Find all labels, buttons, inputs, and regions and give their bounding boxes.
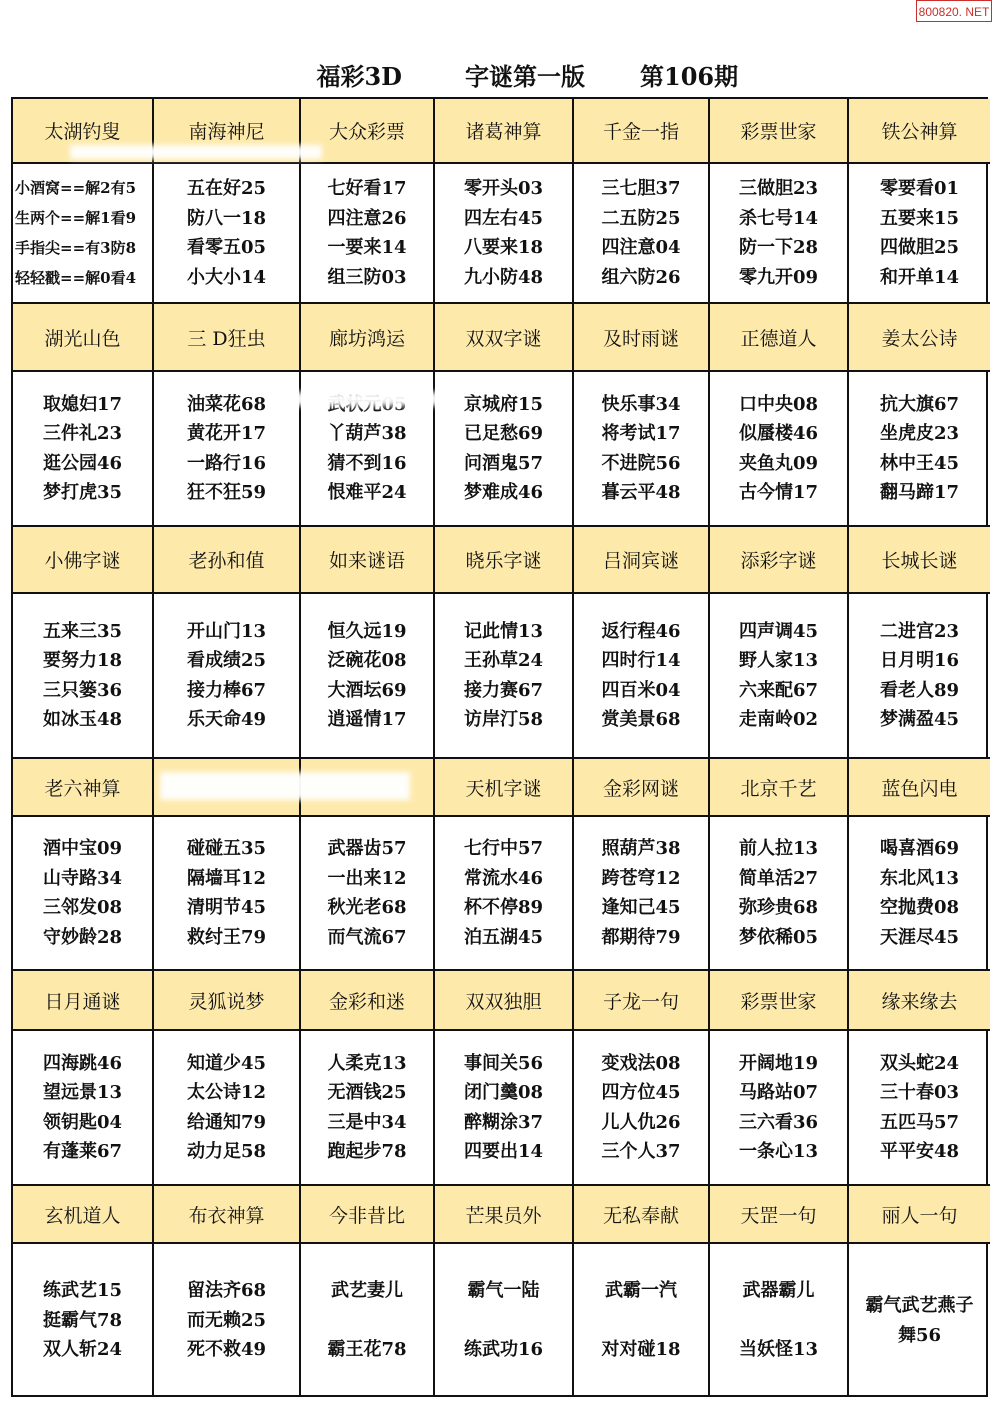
riddle-line: 跨苍穹12	[601, 867, 681, 889]
column-header: 双双独胆	[435, 971, 574, 1031]
riddle-line: 事间关56	[463, 1052, 544, 1074]
riddle-line: 三只篓36	[42, 679, 123, 701]
riddle-cell	[13, 372, 154, 527]
riddle-cell	[154, 817, 301, 971]
riddle-line: 练武艺15	[42, 1280, 123, 1302]
obscured-header	[160, 772, 410, 800]
riddle-line: 一路行16	[186, 452, 267, 474]
riddle-line: 东北风13	[879, 867, 960, 889]
riddle-line: 似蜃楼46	[738, 423, 819, 444]
column-header: 双双字谜	[435, 304, 574, 372]
riddle-line: 武器霸儿	[742, 1280, 815, 1302]
obscured-mark	[70, 145, 322, 159]
riddle-line: 抗大旗67	[879, 393, 960, 415]
riddle-line: 梦难成46	[463, 482, 544, 503]
riddle-line: 小酒窝==解2有5	[15, 179, 137, 197]
riddle-line: 走南岭02	[738, 709, 819, 730]
riddle-line: 天涯尽45	[879, 926, 960, 948]
riddle-line: 猜不到16	[327, 452, 407, 474]
riddle-cell	[574, 817, 710, 971]
riddle-line: 三个人37	[601, 1141, 681, 1162]
column-header: 长城长谜	[849, 527, 990, 594]
riddle-line: 开阔地19	[738, 1052, 819, 1074]
riddle-cell	[710, 1031, 849, 1186]
riddle-cell	[435, 594, 574, 759]
riddle-line: 一条心13	[738, 1141, 819, 1162]
riddle-line: 三件礼23	[42, 423, 123, 444]
riddle-line: 油菜花68	[186, 393, 267, 415]
riddle-cell	[435, 817, 574, 971]
column-header: 湖光山色	[13, 304, 154, 372]
riddle-line: 前人拉13	[738, 838, 819, 859]
page-title	[0, 57, 992, 91]
riddle-line: 死不救49	[186, 1339, 267, 1361]
column-header: 彩票世家	[710, 971, 849, 1031]
riddle-line: 双人斩24	[42, 1339, 123, 1361]
column-header: 三 D狂虫	[154, 304, 301, 372]
riddle-line: 而气流67	[327, 926, 407, 948]
riddle-line: 动力足58	[186, 1141, 267, 1162]
riddle-cell	[301, 594, 435, 759]
column-header: 廊坊鸿运	[301, 304, 435, 372]
riddle-line: 已足愁69	[463, 423, 544, 444]
riddle-line: 一出来12	[327, 867, 407, 889]
riddle-line: 照葫芦38	[601, 838, 681, 859]
riddle-line: 零要看01	[879, 178, 960, 199]
riddle-line: 练武功16	[463, 1339, 544, 1361]
riddle-line: 八要来18	[463, 237, 544, 258]
riddle-cell	[301, 1244, 435, 1397]
riddle-line: 清明节45	[186, 897, 267, 918]
riddle-cell	[849, 164, 990, 304]
column-header: 诸葛神算	[435, 99, 574, 164]
riddle-cell	[13, 594, 154, 759]
riddle-line: 霸气武艺燕子舞56	[865, 1294, 974, 1346]
riddle-line: 无酒钱25	[327, 1082, 407, 1103]
riddle-cell	[13, 817, 154, 971]
riddle-line: 京城府15	[463, 393, 544, 415]
riddle-line: 访岸汀58	[463, 709, 544, 730]
riddle-line: 当妖怪13	[738, 1339, 819, 1361]
riddle-line: 七行中57	[463, 838, 544, 859]
riddle-line: 将考试17	[601, 423, 681, 444]
column-header: 老六神算	[13, 759, 154, 817]
column-header: 南海神尼	[154, 99, 301, 164]
riddle-line: 武器齿57	[327, 838, 407, 859]
riddle-line: 四百米04	[601, 679, 681, 701]
riddle-line: 问酒鬼57	[463, 452, 544, 474]
riddle-line: 三七胆37	[601, 178, 681, 199]
riddle-line: 都期待79	[601, 926, 681, 948]
riddle-cell	[154, 1031, 301, 1186]
riddle-line: 醉糊涂37	[463, 1111, 544, 1133]
riddle-line: 望远景13	[42, 1082, 123, 1103]
riddle-line: 逛公园46	[42, 452, 123, 474]
riddle-cell	[849, 594, 990, 759]
riddle-line: 四时行14	[601, 650, 681, 671]
riddle-line: 泊五湖45	[463, 926, 544, 948]
riddle-cell	[154, 594, 301, 759]
column-header: 金彩网谜	[574, 759, 710, 817]
riddle-cell	[574, 372, 710, 527]
riddle-line: 恒久远19	[327, 620, 407, 642]
riddle-line: 轻轻戳==解0看4	[15, 269, 137, 287]
riddle-line: 常流水46	[463, 867, 544, 889]
riddle-line: 四左右45	[463, 207, 544, 229]
riddle-line: 秋光老68	[327, 897, 407, 918]
column-header: 小佛字谜	[13, 527, 154, 594]
obscured-mark	[280, 392, 440, 406]
riddle-line: 对对碰18	[601, 1339, 681, 1361]
riddle-line: 翻马蹄17	[879, 482, 960, 503]
riddle-line: 二五防25	[601, 207, 681, 229]
riddle-line: 平平安48	[879, 1141, 960, 1162]
riddle-line: 组三防03	[327, 266, 407, 288]
column-header: 缘来缘去	[849, 971, 990, 1031]
riddle-cell	[154, 164, 301, 304]
riddle-line: 口中央08	[738, 393, 819, 415]
column-header: 添彩字谜	[710, 527, 849, 594]
riddle-line: 五匹马57	[879, 1111, 960, 1133]
riddle-line: 赏美景68	[601, 709, 681, 730]
riddle-line: 暮云平48	[601, 482, 681, 503]
riddle-line: 一要来14	[327, 237, 407, 258]
riddle-cell	[154, 372, 301, 527]
riddle-line: 恨难平24	[327, 482, 407, 503]
riddle-line: 知道少45	[186, 1052, 267, 1074]
riddle-line: 快乐事34	[601, 393, 681, 415]
riddle-line: 变戏法08	[601, 1052, 681, 1074]
riddle-line: 武霸一汽	[605, 1280, 677, 1302]
riddle-line: 空抛费08	[879, 897, 960, 918]
riddle-line: 乐天命49	[186, 709, 267, 730]
riddle-line: 四注意26	[327, 207, 407, 229]
riddle-line: 四注意04	[601, 237, 681, 258]
riddle-line: 而无赖25	[186, 1309, 267, 1331]
riddle-line: 七好看17	[327, 178, 407, 199]
column-header: 蓝色闪电	[849, 759, 990, 817]
riddle-line: 看老人89	[879, 679, 960, 701]
riddle-line: 取媳妇17	[42, 393, 123, 415]
riddle-line: 野人家13	[738, 650, 819, 671]
riddle-line: 开山门13	[186, 620, 267, 642]
riddle-line: 四方位45	[601, 1082, 681, 1103]
riddle-line: 三做胆23	[738, 178, 819, 199]
riddle-line: 夹鱼丸09	[738, 452, 819, 474]
riddle-line: 组六防26	[601, 266, 681, 288]
riddle-cell	[710, 164, 849, 304]
riddle-line: 跑起步78	[327, 1141, 407, 1162]
riddle-cell	[435, 1244, 574, 1397]
riddle-cell	[574, 164, 710, 304]
riddle-cell	[574, 1031, 710, 1186]
riddle-cell	[435, 1031, 574, 1186]
column-header: 布衣神算	[154, 1186, 301, 1244]
column-header: 千金一指	[574, 99, 710, 164]
riddle-line: 简单活27	[738, 867, 819, 889]
column-header: 大众彩票	[301, 99, 435, 164]
riddle-line: 三是中34	[327, 1111, 407, 1133]
riddle-line: 泛碗花08	[327, 650, 407, 671]
riddle-line: 记此情13	[463, 620, 544, 642]
column-header: 玄机道人	[13, 1186, 154, 1244]
riddle-cell	[574, 1244, 710, 1397]
riddle-cell	[301, 1031, 435, 1186]
riddle-line: 狂不狂59	[186, 482, 267, 503]
column-header: 吕洞宾谜	[574, 527, 710, 594]
riddle-cell	[13, 1031, 154, 1186]
riddle-cell	[710, 817, 849, 971]
column-header: 芒果员外	[435, 1186, 574, 1244]
riddle-line: 不进院56	[601, 452, 681, 474]
riddle-line: 五在好25	[186, 178, 267, 199]
riddle-line: 黄花开17	[186, 423, 267, 444]
riddle-line: 林中王45	[879, 452, 960, 474]
riddle-cell	[301, 164, 435, 304]
column-header: 及时雨谜	[574, 304, 710, 372]
riddle-line: 王孙草24	[463, 650, 544, 671]
riddle-line: 挺霸气78	[42, 1309, 123, 1331]
riddle-line: 五来三35	[42, 620, 123, 642]
riddle-line: 三邻发08	[42, 897, 123, 918]
riddle-cell	[849, 817, 990, 971]
riddle-line: 杯不停89	[463, 897, 544, 918]
title-issue-number: 第106期	[640, 61, 739, 91]
riddle-cell	[13, 164, 154, 304]
title-edition: 字谜第一版	[465, 61, 585, 91]
riddle-cell	[710, 594, 849, 759]
riddle-line: 杀七号14	[738, 207, 819, 229]
riddle-line: 看成绩25	[186, 650, 267, 671]
column-header: 太湖钓叟	[13, 99, 154, 164]
riddle-line: 留法齐68	[186, 1280, 267, 1302]
riddle-line: 看零五05	[186, 237, 267, 258]
riddle-cell	[710, 372, 849, 527]
riddle-line: 山寺路34	[42, 867, 123, 889]
riddle-cell	[849, 372, 990, 527]
riddle-line: 梦打虎35	[42, 482, 123, 503]
riddle-line: 二进宫23	[879, 620, 960, 642]
riddle-line: 六来配67	[738, 679, 819, 701]
riddle-line: 梦满盈45	[879, 709, 960, 730]
riddle-line: 防八一18	[186, 207, 267, 229]
riddle-line: 零开头03	[463, 178, 544, 199]
riddle-line: 太公诗12	[186, 1082, 267, 1103]
site-watermark: 800820. NET	[916, 0, 992, 22]
riddle-line: 接力赛67	[463, 679, 544, 701]
riddle-line: 如冰玉48	[42, 709, 123, 730]
riddle-line: 要努力18	[42, 650, 123, 671]
column-header: 正德道人	[710, 304, 849, 372]
riddle-cell	[574, 594, 710, 759]
riddle-line: 坐虎皮23	[879, 423, 960, 444]
riddle-line: 领钥匙04	[42, 1111, 123, 1133]
column-header: 金彩和迷	[301, 971, 435, 1031]
riddle-line: 马路站07	[738, 1082, 819, 1103]
column-header: 天罡一句	[710, 1186, 849, 1244]
riddle-line: 人柔克13	[327, 1052, 407, 1074]
riddle-line: 三十春03	[879, 1082, 960, 1103]
column-header: 晓乐字谜	[435, 527, 574, 594]
riddle-line: 酒中宝09	[42, 838, 123, 859]
riddle-cell	[13, 1244, 154, 1397]
riddle-line: 五要来15	[879, 207, 960, 229]
column-header: 如来谜语	[301, 527, 435, 594]
riddle-line: 守妙龄28	[42, 926, 123, 948]
riddle-line: 四声调45	[738, 620, 819, 642]
riddle-line: 有蓬莱67	[42, 1141, 123, 1162]
riddle-line: 喝喜酒69	[879, 838, 960, 859]
riddle-cell	[435, 164, 574, 304]
riddle-line: 四做胆25	[879, 237, 960, 258]
riddle-line: 逢知己45	[601, 897, 681, 918]
riddle-line: 四要出14	[463, 1141, 544, 1162]
riddle-line: 四海跳46	[42, 1052, 123, 1074]
column-header: 丽人一句	[849, 1186, 990, 1244]
column-header: 彩票世家	[710, 99, 849, 164]
riddle-line: 零九开09	[738, 266, 819, 288]
riddle-line: 和开单14	[879, 266, 960, 288]
riddle-line: 手指尖==有3防8	[15, 239, 137, 257]
riddle-line: 碰碰五35	[186, 838, 267, 859]
riddle-cell	[710, 1244, 849, 1397]
riddle-line: 返行程46	[601, 620, 681, 642]
riddle-table	[11, 97, 988, 1397]
riddle-cell	[849, 1031, 990, 1186]
column-header: 子龙一句	[574, 971, 710, 1031]
riddle-line: 九小防48	[463, 266, 544, 288]
riddle-line: 梦依稀05	[738, 926, 819, 948]
riddle-line: 小大小14	[186, 266, 267, 288]
riddle-line: 给通知79	[186, 1111, 267, 1133]
title-lottery-name: 福彩3D	[316, 61, 402, 91]
riddle-cell	[154, 1244, 301, 1397]
riddle-cell	[301, 817, 435, 971]
column-header: 灵狐说梦	[154, 971, 301, 1031]
riddle-cell	[849, 1244, 990, 1397]
column-header: 无私奉献	[574, 1186, 710, 1244]
riddle-line: 接力棒67	[186, 679, 267, 701]
riddle-line: 双头蛇24	[879, 1052, 960, 1074]
column-header: 今非昔比	[301, 1186, 435, 1244]
riddle-line: 儿人仇26	[601, 1111, 681, 1133]
riddle-line: 救纣王79	[186, 926, 267, 948]
riddle-line: 闭门羹08	[463, 1082, 544, 1103]
column-header: 北京千艺	[710, 759, 849, 817]
riddle-line: 逍遥情17	[327, 709, 407, 730]
column-header: 铁公神算	[849, 99, 990, 164]
riddle-line: 霸王花78	[327, 1339, 407, 1361]
column-header: 老孙和值	[154, 527, 301, 594]
riddle-line: 霸气一陆	[467, 1280, 540, 1302]
riddle-line: 武艺妻儿	[331, 1280, 403, 1302]
riddle-line: 隔墙耳12	[186, 867, 267, 889]
column-header: 日月通谜	[13, 971, 154, 1031]
riddle-line: 丫葫芦38	[327, 423, 407, 444]
riddle-line: 大酒坛69	[327, 679, 407, 701]
column-header: 姜太公诗	[849, 304, 990, 372]
riddle-cell	[435, 372, 574, 527]
riddle-line: 日月明16	[879, 650, 960, 671]
column-header: 天机字谜	[435, 759, 574, 817]
riddle-line: 古今情17	[738, 482, 819, 503]
riddle-line: 防一下28	[738, 237, 819, 258]
riddle-line: 三六看36	[738, 1111, 819, 1133]
riddle-line: 弥珍贵68	[738, 897, 819, 918]
riddle-line: 生两个==解1看9	[15, 209, 137, 227]
